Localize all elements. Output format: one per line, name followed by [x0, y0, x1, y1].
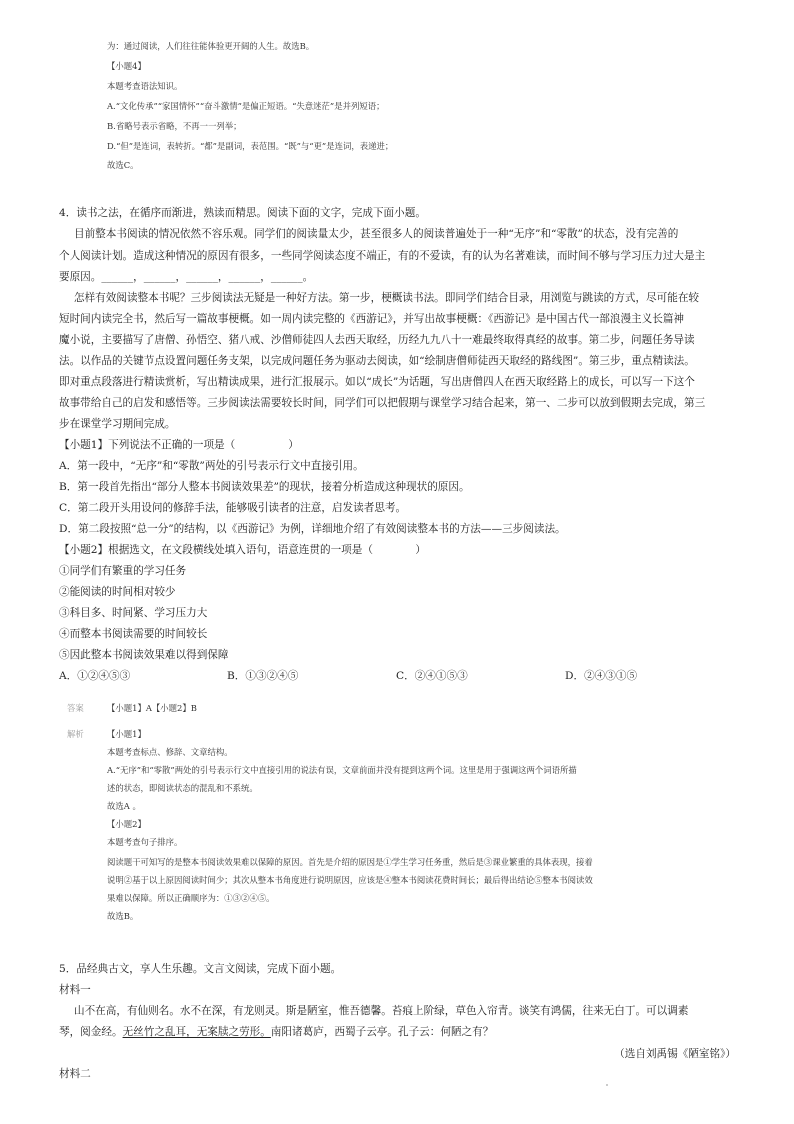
analysis-label: 解析: [67, 729, 84, 739]
analysis-line-1: 【小题1】: [107, 729, 146, 739]
sub-question-2-item-5: ⑤因此整本书阅读效果难以得到保障: [59, 649, 229, 661]
sub-question-1-option-b: B．第一段首先指出“部分人整本书阅读效果差”的现状，接着分析造成这种现状的原因。: [59, 481, 470, 493]
analysis-line-8: 阅读题干可知写的是整本书阅读效果难以保障的原因。首先是介绍的原因是①学生学习任务重，然后是③课业繁重的具体表现，接着: [107, 857, 593, 867]
sub-question-1-option-c: C．第二段开头用设问的修辞手法，能够吸引读者的注意，启发读者思考。: [59, 502, 407, 514]
sub-question-2-choice-a: A．①②④⑤③: [59, 670, 131, 682]
question-5-intro: 5．品经典古文，享人生乐趣。文言文阅读，完成下面小题。: [59, 963, 342, 975]
prev-answer-line-5: B.省略号表示省略，不再一一列举；: [107, 121, 242, 131]
passage-line-2: 个人阅读计划。造成这种情况的原因有很多，一些同学阅读态度不端正，有的不爱读，有的认为名著难读，而时间不够与学习压力过大是主: [59, 250, 706, 262]
analysis-line-2: 本题考查标点、修辞、文章结构。: [107, 747, 233, 757]
prev-answer-line-2: 【小题4】: [107, 61, 146, 71]
analysis-line-9: 说明②基于以上原因阅读时间少；其次从整本书角度进行说明原因，应该是④整本书阅读花费时间长；最后得出结论⑤整本书阅读效: [107, 875, 593, 885]
prev-answer-line-6: D.“但”是连词，表转折。“都”是副词，表范围。“既”与“更”是连词，表递进；: [107, 141, 394, 151]
stray-dot: [606, 1084, 608, 1086]
analysis-line-6: 【小题2】: [107, 819, 146, 829]
passage-line-5: 短时间内读完全书，然后写一篇故事梗概。如一周内读完整的《西游记》，并写出故事梗概：《西游记》是中国古代一部浪漫主义长篇神: [59, 313, 685, 325]
analysis-line-11: 故选B。: [107, 911, 139, 921]
material-1-label: 材料一: [59, 984, 91, 996]
sub-question-1-stem: 【小题1】下列说法不正确的一项是（ ）: [59, 439, 299, 451]
classical-text-line-1: 山不在高，有仙则名。水不在深，有龙则灵。斯是陋室，惟吾德馨。苔痕上阶绿，草色入帘青。谈笑有鸿儒，往来无白丁。可以调素: [74, 1005, 689, 1017]
sub-question-1-option-a: A．第一段中，“无序”和“零散”两处的引号表示行文中直接引用。: [59, 460, 364, 472]
passage-line-4: 怎样有效阅读整本书呢？三步阅读法无疑是一种好方法。第一步，梗概读书法。即同学们结合目录，用浏览与跳读的方式，尽可能在较: [74, 292, 700, 304]
sub-question-2-choice-c: C．②④①⑤③: [396, 670, 468, 682]
prev-answer-line-3: 本题考查语法知识。: [107, 81, 183, 91]
prev-answer-line-4: A.“文化传承”“家国情怀”“奋斗激情”是偏正短语。“失意迷茫”是并列短语；: [107, 101, 385, 111]
sub-question-2-choice-d: D．②④③①⑤: [565, 670, 638, 682]
classical-text-line-2-start: 琴，阅金经。: [59, 1026, 123, 1038]
prev-answer-line-1: 为：通过阅读，人们往往能体验更开阔的人生。故选B。: [107, 41, 315, 51]
underlined-sentence: 无丝竹之乱耳，无案牍之劳形。: [122, 1026, 271, 1038]
source-citation: （选自刘禹锡《陋室铭》）: [614, 1048, 736, 1060]
analysis-line-3: A.“无序”和“零散”两处的引号表示行文中直接引用的说法有误，文章前面并没有提到这两个词。这里是用于强调这两个词语所描: [107, 765, 577, 775]
classical-text-line-2: [59, 1025, 493, 1039]
classical-text-line-2-end: 南阳诸葛庐，西蜀子云亭。孔子云：何陋之有？: [270, 1026, 494, 1038]
analysis-line-7: 本题考查句子排序。: [107, 837, 183, 847]
analysis-line-5: 故选A 。: [107, 801, 141, 811]
sub-question-2-item-3: ③科目多、时间紧、学习压力大: [59, 607, 208, 619]
analysis-line-4: 述的状态，即阅读状态的混乱和不系统。: [107, 783, 258, 793]
sub-question-2-stem: 【小题2】根据选文，在文段横线处填入语句，语意连贯的一项是（ ）: [59, 544, 426, 556]
answer-label: 答案: [67, 703, 84, 713]
sub-question-1-option-d: D．第二段按照“总一分”的结构，以《西游记》为例，详细地介绍了有效阅读整本书的方法——三步阅读法。: [59, 523, 566, 535]
sub-question-2-item-1: ①同学们有繁重的学习任务: [59, 565, 187, 577]
passage-line-8: 即对重点段落进行精读赏析，写出精读成果，进行汇报展示。如以“成长”为话题，写出唐僧四人在西天取经路上的成长，可以写一下这个: [59, 376, 695, 388]
question-4-intro: 4．读书之法，在循序而渐进，熟读而精思。阅读下面的文字，完成下面小题。: [59, 207, 426, 219]
passage-line-3: 要原因。______，______，______，______，______。: [59, 271, 314, 283]
passage-line-10: 步在课堂学习期间完成。: [59, 418, 176, 430]
prev-answer-line-7: 故选C。: [107, 160, 139, 170]
material-2-label: 材料二: [59, 1068, 91, 1080]
analysis-line-10: 果难以保障。所以正确顺序为：①③②④⑤。: [107, 893, 275, 903]
passage-line-1: 目前整本书阅读的情况依然不容乐观。同学们的阅读量太少，甚至很多人的阅读普遍处于一种“无序”和“零散”的状态，没有完善的: [74, 228, 679, 240]
passage-line-6: 魔小说，主要描写了唐僧、孙悟空、猪八戒、沙僧师徒四人去西天取经，历经九九八十一难最终取得真经的故事。第二步，问题任务导读: [59, 334, 695, 346]
passage-line-7: 法。以作品的关键节点设置问题任务支架，以完成问题任务为驱动去阅读，如“绘制唐僧师徒西天取经的路线图”。第三步，重点精读法。: [59, 355, 695, 367]
sub-question-2-item-4: ④而整本书阅读需要的时间较长: [59, 628, 208, 640]
sub-question-2-choice-b: B．①③②④⑤: [227, 670, 299, 682]
sub-question-2-item-2: ②能阅读的时间相对较少: [59, 586, 176, 598]
passage-line-9: 故事带给自己的启发和感悟等。三步阅读法需要较长时间，同学们可以把假期与课堂学习结合起来，第一、二步可以放到假期去完成，第三: [59, 397, 706, 409]
answer-text: 【小题1】A【小题2】B: [107, 703, 197, 713]
